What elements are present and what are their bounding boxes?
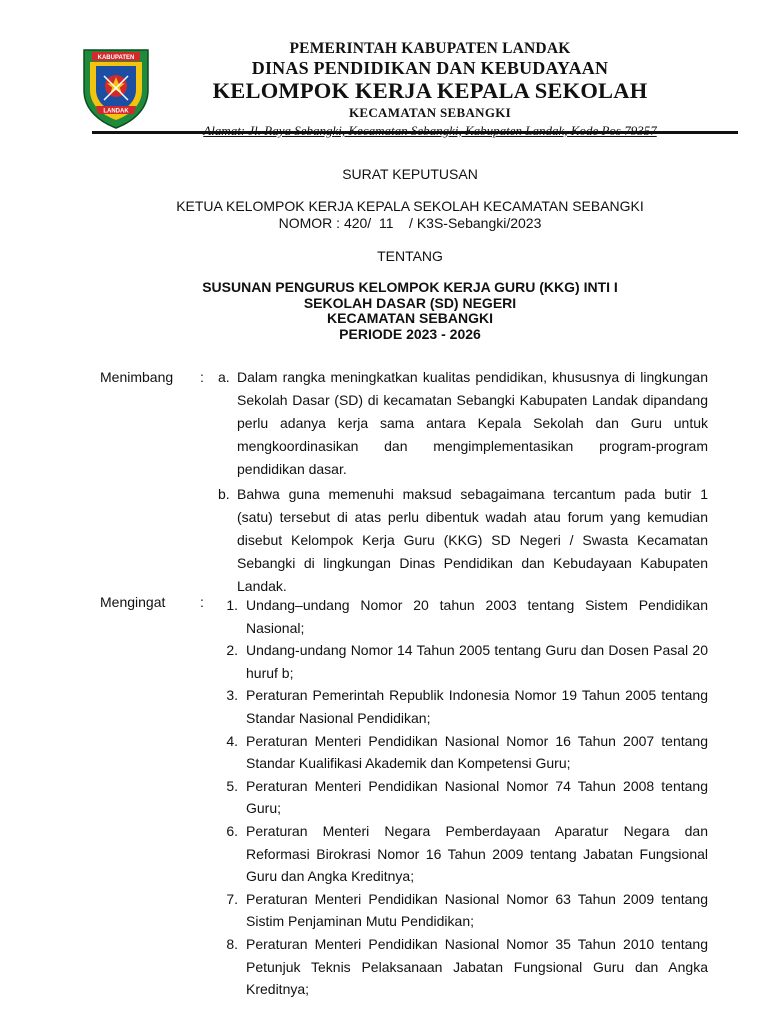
document-type: SURAT KEPUTUSAN [342,166,478,182]
mengingat-label: Mengingat [100,594,166,610]
subject-line: SEKOLAH DASAR (SD) NEGERI [303,294,517,311]
mengingat-list [218,594,708,1001]
item-number: 2. [226,642,238,659]
menimbang-a-marker: a. [218,369,230,385]
menimbang-a-text: Dalam rangka meningkatkan kualitas pendidikan, khususnya di lingkungan Sekolah Dasar (SD) di kecamatan Sebangki Kabupaten Landak dipandang perlu adanya kerja sama antara Kepala Sekolah dan Guru untuk mengkoordinasikan dan mengimplementasikan program-program pendidikan dasar. [237,369,708,477]
subject-line: KECAMATAN SEBANGKI [327,310,493,326]
list-item [218,639,708,684]
menimbang-b-text: Bahwa guna memenuhi maksud sebagaimana tercantum pada butir 1 (satu) tersebut di atas perlu dibentuk wadah atau forum yang kemudian disebut Kelompok Kerja Guru (KKG) SD Negeri / Swasta Kecamatan Sebangki di lingkungan Dinas Pendidikan dan Kebudayaan Kabupaten Landak. [237,486,708,594]
subject-line: SUSUNAN PENGURUS KELOMPOK KERJA GURU (KKG) INTI I [202,279,618,295]
item-text: Undang–undang Nomor 20 tahun 2003 tentang Sistem Pendidikan Nasional; [246,597,708,636]
list-item [218,888,708,933]
document-number: NOMOR : 420/ 11 / K3S-Sebangki/2023 [278,215,542,231]
item-number: 8. [226,935,238,952]
list-item [218,775,708,820]
item-text: Peraturan Pemerintah Republik Indonesia Nomor 19 Tahun 2005 tentang Standar Nasional Pendidikan; [246,687,708,726]
item-text: Undang-undang Nomor 14 Tahun 2005 tentang Guru dan Dosen Pasal 20 huruf b; [246,642,708,681]
item-number: 1. [226,597,238,613]
item-number: 3. [226,687,238,704]
list-item [218,933,708,1001]
list-item [218,684,708,729]
letterhead-government: PEMERINTAH KABUPATEN LANDAK [289,40,571,57]
issuer-title: KETUA KELOMPOK KERJA KEPALA SEKOLAH KECAMATAN SEBANGKI [176,198,644,214]
subject-block [60,280,760,342]
letterhead-department: DINAS PENDIDIKAN DAN KEBUDAYAAN [251,58,609,78]
item-text: Peraturan Menteri Pendidikan Nasional Nomor 35 Tahun 2010 tentang Petunjuk Teknis Pelaksanaan Jabatan Fungsional Guru dan Angka Kreditnya; [246,935,708,998]
emblem-bottom-text: LANDAK [103,108,129,115]
subject-line: PERIODE 2023 - 2026 [339,325,481,342]
item-text: Peraturan Menteri Negara Pemberdayaan Aparatur Negara dan Reformasi Birokrasi Nomor 16 Tahun 2009 tentang Jabatan Fungsional Guru dan Angka Kreditnya; [246,822,708,885]
kabupaten-landak-emblem [78,46,154,130]
item-text: Peraturan Menteri Pendidikan Nasional Nomor 16 Tahun 2007 tentang Standar Kualifikasi Akademik dan Kompetensi Guru; [246,732,708,772]
menimbang-b-marker: b. [218,486,230,502]
menimbang-colon: : [200,369,204,385]
letterhead [160,40,700,139]
item-text: Peraturan Menteri Pendidikan Nasional Nomor 74 Tahun 2008 tentang Guru; [246,777,708,817]
item-text: Peraturan Menteri Pendidikan Nasional Nomor 63 Tahun 2009 tentang Sistim Penjaminan Mutu Pendidikan; [246,890,708,930]
tentang-heading: TENTANG [377,248,443,264]
letterhead-organization: KELOMPOK KERJA KEPALA SEKOLAH [212,78,648,103]
letterhead-divider [92,131,738,134]
item-number: 5. [226,777,238,794]
list-item [218,730,708,775]
menimbang-label: Menimbang [100,369,174,385]
emblem-top-text: KABUPATEN [97,55,135,61]
letterhead-district: KECAMATAN SEBANGKI [348,105,511,120]
item-number: 6. [226,822,238,839]
mengingat-colon: : [200,594,204,610]
list-item [218,820,708,888]
item-number: 7. [226,890,238,907]
item-number: 4. [226,732,238,749]
list-item [218,594,708,639]
